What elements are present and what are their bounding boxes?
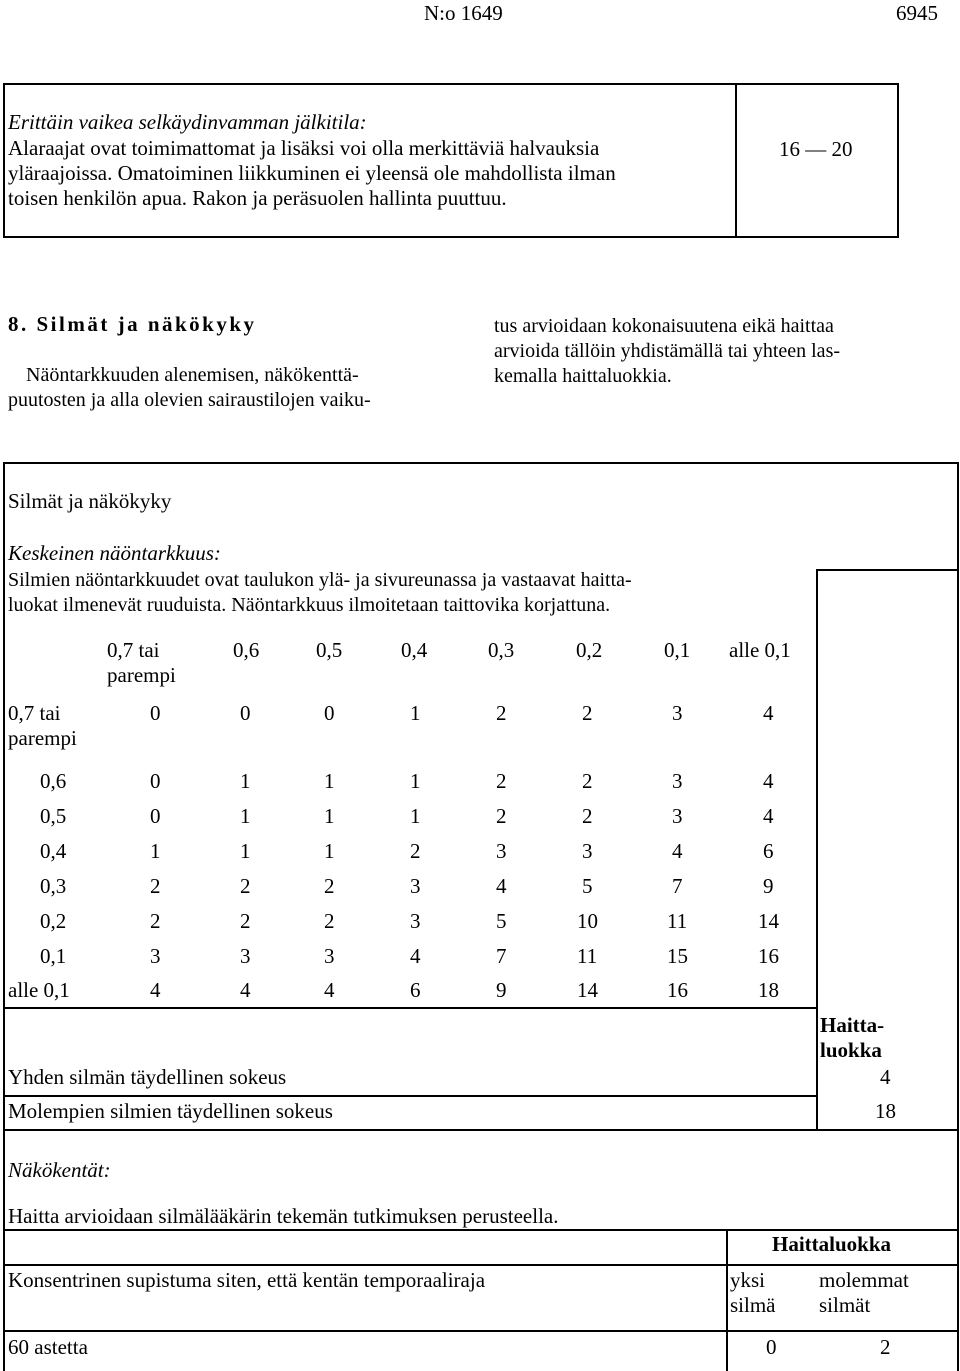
fields-group-header: Haittaluokka [772,1232,892,1256]
table-cell: 3 [672,769,683,793]
fields-row-label: 60 astetta [8,1335,88,1359]
table-cell: 1 [410,804,421,828]
table-cell: 16 [758,944,779,968]
box-title: Silmät ja näkökyky [8,489,172,513]
top-box-heading: Erittäin vaikea selkäydinvamman jälkitila: [8,110,367,134]
fields-col1-2: silmä [730,1293,776,1317]
table-cell: 1 [410,769,421,793]
col-header: 0,2 [576,638,603,662]
table-cell: 4 [410,944,421,968]
col-header-first-1: 0,7 tai [107,638,160,662]
col-header: 0,5 [316,638,343,662]
table-cell: 3 [240,944,251,968]
table-cell: 4 [672,839,683,863]
table-cell: 1 [240,804,251,828]
blind-row-value: 18 [875,1099,896,1123]
col-header: 0,1 [664,638,691,662]
table-cell: 14 [577,978,598,1002]
table-cell: 3 [672,701,683,725]
table-cell: 2 [240,909,251,933]
table-cell: 0 [150,804,161,828]
table-cell: 3 [410,874,421,898]
table-cell: 10 [577,909,598,933]
table-cell: 1 [324,839,335,863]
table-cell: 5 [582,874,593,898]
blind-header-1: Haitta- [820,1013,885,1037]
col-header: alle 0,1 [729,638,791,662]
row-label: 0,1 [40,944,67,968]
table-cell: 1 [240,769,251,793]
top-box-line-1: Alaraajat ovat toimimattomat ja lisäksi voi olla merkittäviä halvauksia [8,136,600,160]
table-cell: 9 [763,874,774,898]
table-cell: 16 [667,978,688,1002]
acuity-intro-1: Silmien näöntarkkuudet ovat taulukon ylä- ja sivureunassa ja vastaavat haitta- [8,569,632,591]
table-cell: 2 [150,909,161,933]
section-right-line-3: kemalla haittaluokkia. [494,365,672,387]
table-cell: 11 [577,944,598,968]
page-number: N:o 1649 [424,1,503,25]
table-cell: 3 [410,909,421,933]
col-header-first-2: parempi [107,663,176,687]
row-label: 0,3 [40,874,67,898]
top-box-range: 16 — 20 [779,137,853,161]
table-cell: 2 [582,769,593,793]
blind-header-2: luokka [820,1038,882,1062]
table-cell: 6 [410,978,421,1002]
table-cell: 2 [496,701,507,725]
table-cell: 4 [496,874,507,898]
row-header-first-1: 0,7 tai [8,701,61,725]
row-label: 0,6 [40,769,67,793]
table-cell: 15 [667,944,688,968]
blind-row-label: Molempien silmien täydellinen sokeus [8,1099,333,1123]
table-cell: 3 [150,944,161,968]
table-cell: 1 [324,769,335,793]
fields-col2-1: molemmat [819,1268,909,1292]
table-cell: 2 [410,839,421,863]
table-cell: 4 [240,978,251,1002]
table-cell: 3 [496,839,507,863]
section-right-line-1: tus arvioidaan kokonaisuutena eikä haittaa [494,315,834,337]
table-cell: 2 [324,874,335,898]
row-label: alle 0,1 [8,978,70,1002]
table-cell: 1 [410,701,421,725]
table-cell: 9 [496,978,507,1002]
fields-row-v2: 2 [880,1335,891,1359]
blind-row-label: Yhden silmän täydellinen sokeus [8,1065,287,1089]
table-cell: 2 [496,769,507,793]
table-cell: 5 [496,909,507,933]
top-box-line-3: toisen henkilön apua. Rakon ja peräsuolen hallinta puuttuu. [8,186,507,210]
row-label: 0,4 [40,839,67,863]
acuity-heading: Keskeinen näöntarkkuus: [8,541,221,565]
col-header: 0,4 [401,638,428,662]
fields-col1-1: yksi [730,1268,766,1292]
table-cell: 7 [496,944,507,968]
fields-row-v1: 0 [766,1335,777,1359]
table-cell: 0 [150,701,161,725]
table-cell: 4 [150,978,161,1002]
section-right-line-2: arvioida tällöin yhdistämällä tai yhteen las- [494,340,841,362]
table-cell: 2 [324,909,335,933]
section-title: 8. Silmät ja näkökyky [8,312,257,336]
table-cell: 1 [240,839,251,863]
table-cell: 2 [582,701,593,725]
table-cell: 0 [324,701,335,725]
table-cell: 1 [150,839,161,863]
fields-note: Haitta arvioidaan silmälääkärin tekemän tutkimuksen perusteella. [8,1204,559,1228]
table-cell: 11 [667,909,688,933]
row-label: 0,5 [40,804,67,828]
col-header: 0,3 [488,638,515,662]
fields-desc: Konsentrinen supistuma siten, että kentän temporaaliraja [8,1268,486,1292]
col-header: 0,6 [233,638,260,662]
fields-col2-2: silmät [819,1293,871,1317]
table-cell: 2 [150,874,161,898]
section-left-line-2: puutosten ja alla olevien sairaustilojen vaiku- [8,389,371,411]
table-cell: 0 [240,701,251,725]
blind-row-value: 4 [880,1065,891,1089]
table-cell: 4 [763,769,774,793]
top-box-line-2: yläraajoissa. Omatoiminen liikkuminen ei yleensä ole mahdollista ilman [8,161,616,185]
acuity-intro-2: luokat ilmenevät ruuduista. Näöntarkkuus ilmoitetaan taittovika korjattuna. [8,594,611,616]
table-cell: 0 [150,769,161,793]
table-cell: 6 [763,839,774,863]
row-label: 0,2 [40,909,67,933]
table-cell: 3 [672,804,683,828]
table-cell: 2 [496,804,507,828]
table-cell: 2 [240,874,251,898]
table-cell: 1 [324,804,335,828]
row-header-first-2: parempi [8,726,77,750]
table-cell: 14 [758,909,779,933]
table-cell: 4 [763,804,774,828]
table-cell: 4 [324,978,335,1002]
table-cell: 3 [582,839,593,863]
page-folio: 6945 [896,1,938,25]
fields-heading: Näkökentät: [8,1158,111,1182]
table-cell: 3 [324,944,335,968]
table-cell: 7 [672,874,683,898]
table-cell: 18 [758,978,779,1002]
table-cell: 4 [763,701,774,725]
table-cell: 2 [582,804,593,828]
section-left-line-1: Näöntarkkuuden alenemisen, näkökenttä- [26,364,359,386]
